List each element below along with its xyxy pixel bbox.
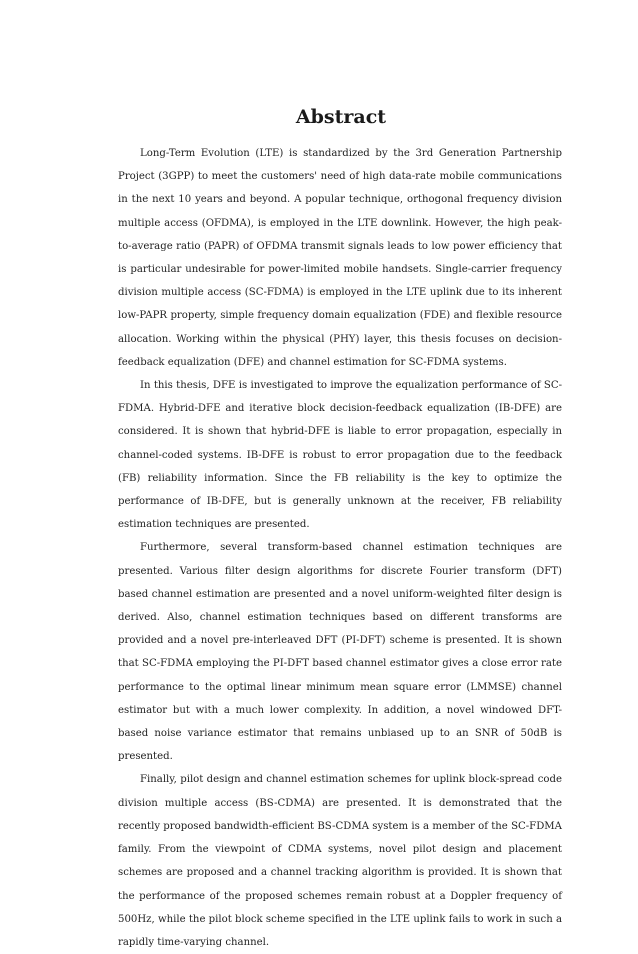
paragraph: Finally, pilot design and channel estimation schemes for uplink block-spread code division multiple access (BS-CDMA) are presented. It is demonstrated that the recently proposed bandwidth-efficient BS-CDMA system is a member of the SC-FDMA family. From the viewpoint of CDMA systems, novel pilot design and placement schemes are proposed and a channel tracking algorithm is provided. It is shown that the performance of the proposed schemes remain robust at a Doppler frequency of 500Hz, while the pilot block scheme specified in the LTE uplink fails to work in such a rapidly time-varying channel.: [118, 774, 562, 948]
page-title: Abstract: [295, 106, 387, 128]
abstract-body: [118, 142, 562, 954]
paragraph: In this thesis, DFE is investigated to improve the equalization performance of SC-FDMA. Hybrid-DFE and iterative block decision-feedback equalization (IB-DFE) are considered. It is shown that hybrid-DFE is liable to error propagation, especially in channel-coded systems. IB-DFE is robust to error propagation due to the feedback (FB) reliability information. Since the FB reliability is the key to optimize the performance of IB-DFE, but is generally unknown at the receiver, FB reliability estimation techniques are presented.: [118, 380, 562, 531]
paragraph: Long-Term Evolution (LTE) is standardized by the 3rd Generation Partnership Project (3GPP) to meet the customers' need of high data-rate mobile communications in the next 10 years and beyond. A popular technique, orthogonal frequency division multiple access (OFDMA), is employed in the LTE downlink. However, the high peak-to-average ratio (PAPR) of OFDMA transmit signals leads to low power efficiency that is particular undesirable for power-limited mobile handsets. Single-carrier frequency division multiple access (SC-FDMA) is employed in the LTE uplink due to its inherent low-PAPR property, simple frequency domain equalization (FDE) and flexible resource allocation. Working within the physical (PHY) layer, this thesis focuses on decision-feedback equalization (DFE) and channel estimation for SC-FDMA systems.: [118, 148, 562, 368]
paragraph: Furthermore, several transform-based channel estimation techniques are presented. Various filter design algorithms for discrete Fourier transform (DFT) based channel estimation are presented and a novel uniform-weighted filter design is derived. Also, channel estimation techniques based on different transforms are provided and a novel pre-interleaved DFT (PI-DFT) scheme is presented. It is shown that SC-FDMA employing the PI-DFT based channel estimator gives a close error rate performance to the optimal linear minimum mean square error (LMMSE) channel estimator but with a much lower complexity. In addition, a novel windowed DFT-based noise variance estimator that remains unbiased up to an SNR of 50dB is presented.: [118, 542, 562, 763]
